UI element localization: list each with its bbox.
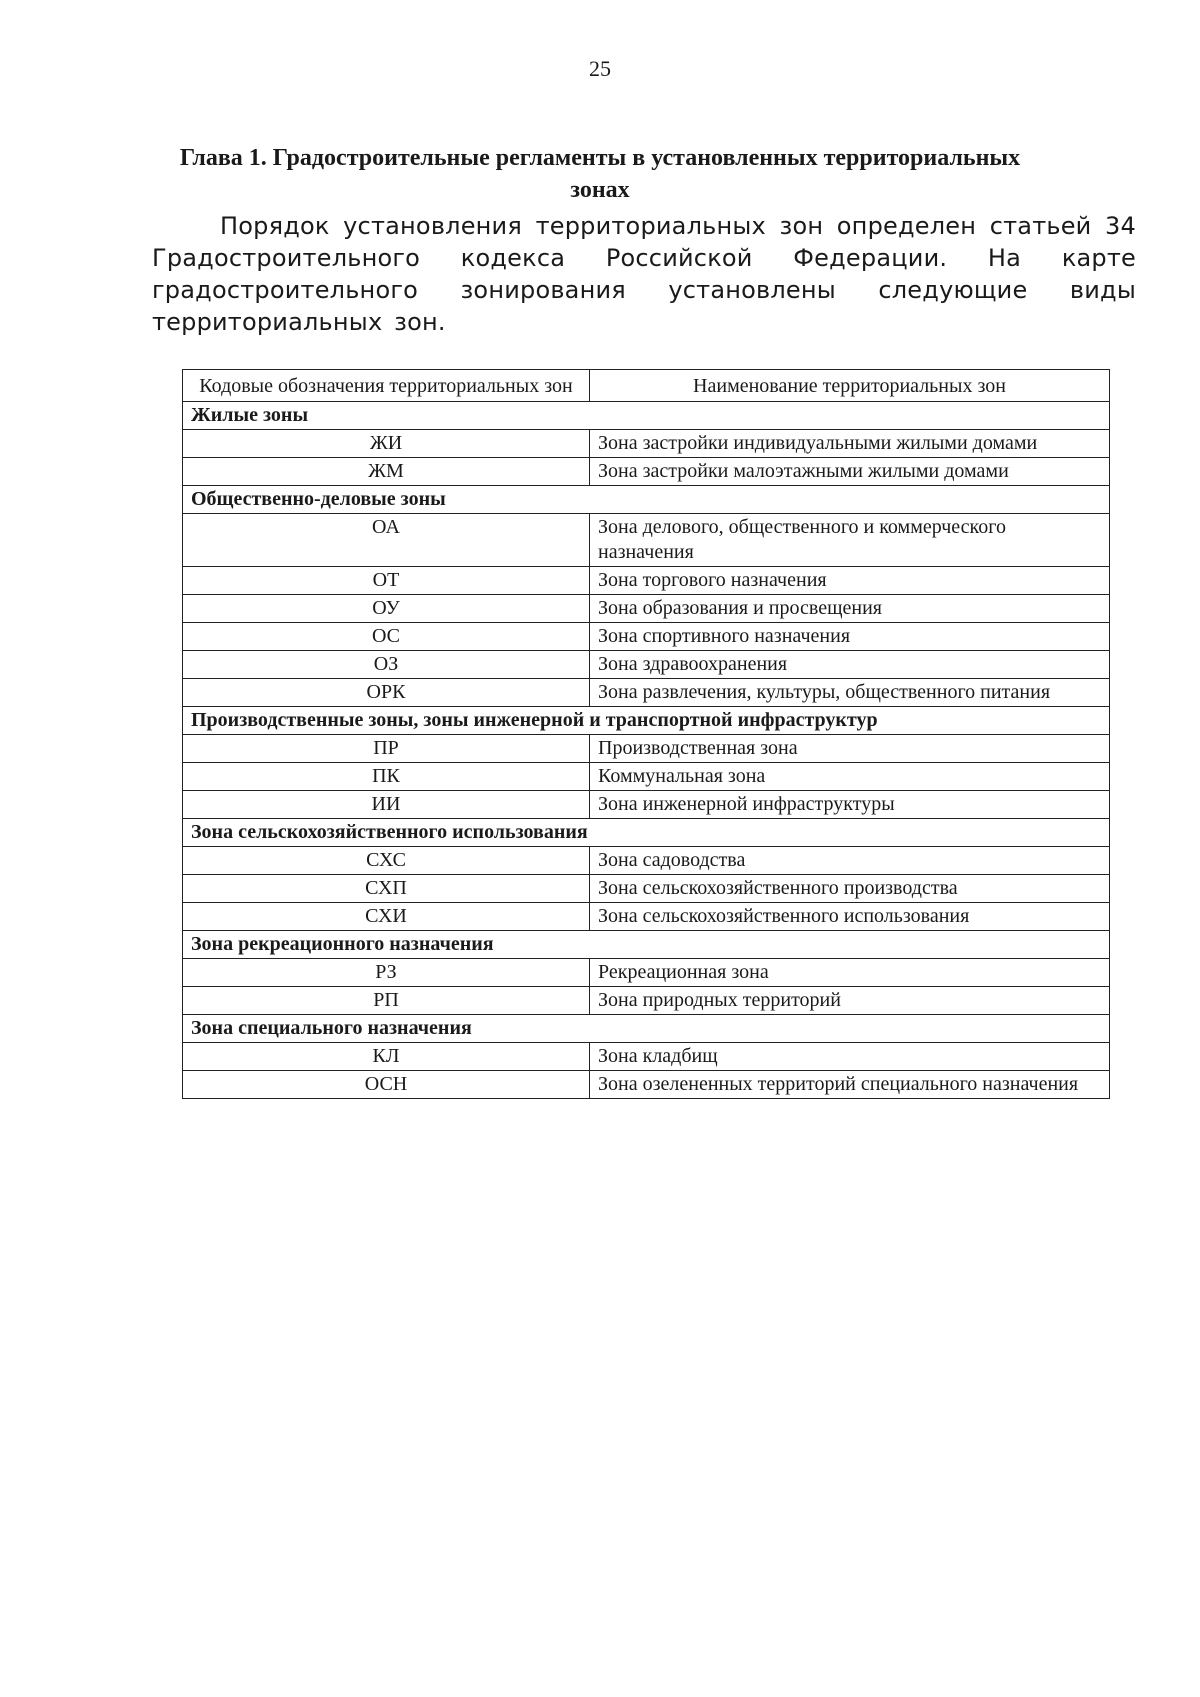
table-row <box>183 959 1110 987</box>
zone-name: Рекреационная зона <box>590 959 1110 987</box>
table-row <box>183 791 1110 819</box>
zone-code: ОС <box>183 623 590 651</box>
group-title: Зона сельскохозяйственного использования <box>183 819 1110 847</box>
zone-name: Зона спортивного назначения <box>590 623 1110 651</box>
table-row <box>183 903 1110 931</box>
zone-code: ОСН <box>183 1071 590 1099</box>
zone-name: Зона застройки малоэтажными жилыми домами <box>590 458 1110 486</box>
zone-name: Зона сельскохозяйственного использования <box>590 903 1110 931</box>
group-title: Жилые зоны <box>183 402 1110 430</box>
zone-code: ОА <box>183 514 590 567</box>
header-code: Кодовые обозначения территориальных зон <box>183 370 590 402</box>
zone-code: ПР <box>183 735 590 763</box>
zone-code: ОУ <box>183 595 590 623</box>
zone-name: Зона природных территорий <box>590 987 1110 1015</box>
zone-name: Зона застройки индивидуальными жилыми домами <box>590 430 1110 458</box>
table-row <box>183 623 1110 651</box>
table-row <box>183 875 1110 903</box>
zone-name: Зона озелененных территорий специального назначения <box>590 1071 1110 1099</box>
zone-name: Зона торгового назначения <box>590 567 1110 595</box>
zone-code: ОРК <box>183 679 590 707</box>
zone-name: Коммунальная зона <box>590 763 1110 791</box>
zone-name: Зона развлечения, культуры, общественного питания <box>590 679 1110 707</box>
intro-paragraph: Порядок установления территориальных зон определен статьей 34 Градостроительного кодекса Российской Федерации. На карте градостроительного зонирования установлены следующие виды территориальных зон. <box>152 212 1136 336</box>
zone-name: Зона сельскохозяйственного производства <box>590 875 1110 903</box>
table-row <box>183 847 1110 875</box>
group-title: Зона рекреационного назначения <box>183 931 1110 959</box>
group-row <box>183 707 1110 735</box>
page-number: 25 <box>589 56 611 81</box>
zone-code: ОТ <box>183 567 590 595</box>
zone-code: ИИ <box>183 791 590 819</box>
zone-code: ЖМ <box>183 458 590 486</box>
zone-name: Зона образования и просвещения <box>590 595 1110 623</box>
zone-code: СХП <box>183 875 590 903</box>
table-row <box>183 430 1110 458</box>
zone-code: ПК <box>183 763 590 791</box>
group-row <box>183 1015 1110 1043</box>
zone-name: Зона делового, общественного и коммерческого назначения <box>590 514 1110 567</box>
zone-code: ОЗ <box>183 651 590 679</box>
zone-name: Зона кладбищ <box>590 1043 1110 1071</box>
zone-code: СХС <box>183 847 590 875</box>
table-row <box>183 1043 1110 1071</box>
zone-name: Зона садоводства <box>590 847 1110 875</box>
table-row <box>183 1071 1110 1099</box>
table-row <box>183 679 1110 707</box>
table-row <box>183 458 1110 486</box>
zone-name: Зона здравоохранения <box>590 651 1110 679</box>
zone-code: РЗ <box>183 959 590 987</box>
group-row <box>183 402 1110 430</box>
table-row <box>183 595 1110 623</box>
group-row <box>183 931 1110 959</box>
table-row <box>183 514 1110 567</box>
group-row <box>183 819 1110 847</box>
chapter-title: Глава 1. Градостроительные регламенты в установленных территориальных зонах <box>179 145 1021 203</box>
table-row <box>183 567 1110 595</box>
zone-code: СХИ <box>183 903 590 931</box>
zone-code: КЛ <box>183 1043 590 1071</box>
group-row <box>183 486 1110 514</box>
group-title: Общественно-деловые зоны <box>183 486 1110 514</box>
table-row <box>183 763 1110 791</box>
table-row <box>183 735 1110 763</box>
zone-code: ЖИ <box>183 430 590 458</box>
table-row <box>183 987 1110 1015</box>
zone-code: РП <box>183 987 590 1015</box>
zones-table <box>182 369 1110 1099</box>
group-title: Производственные зоны, зоны инженерной и транспортной инфраструктур <box>183 707 1110 735</box>
header-name: Наименование территориальных зон <box>590 370 1110 402</box>
group-title: Зона специального назначения <box>183 1015 1110 1043</box>
zone-name: Производственная зона <box>590 735 1110 763</box>
zone-name: Зона инженерной инфраструктуры <box>590 791 1110 819</box>
table-header-row <box>183 370 1110 402</box>
table-row <box>183 651 1110 679</box>
